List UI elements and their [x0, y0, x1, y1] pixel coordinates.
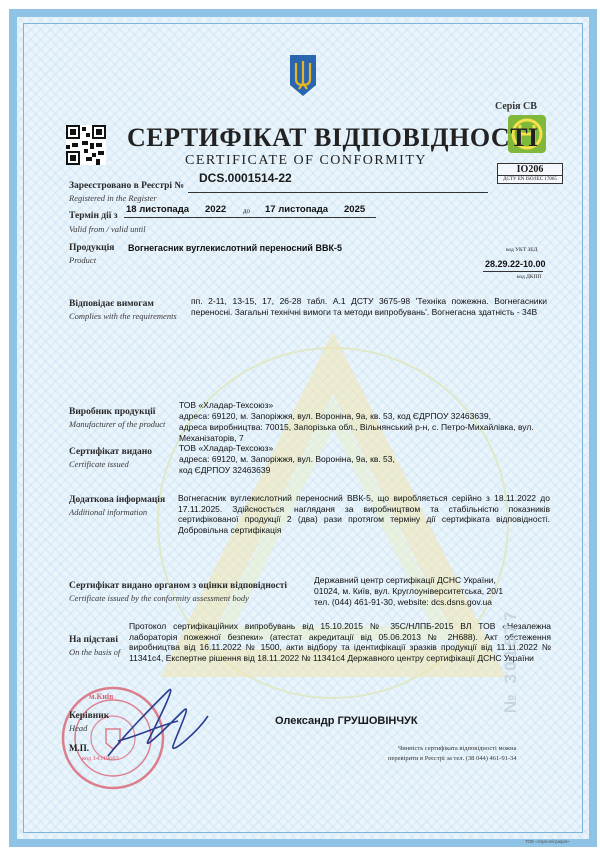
basis-value: Протокол сертифікаційних випробувань від 15.10.2015 № 35С/НЛПБ-2015 ВЛ ТОВ «Незалежна лабораторія пожежної безпеки» (атестат акредитації від 05.06.2013 № 2Н688). Акт обстеження виробництва від 16.11.2022 № 1500, акти відбору та ідентифікації зразків продукції від 11.11.2022 № 11341с4, Експертне рішення від 18.11.2022 № 11341с4 Державного центру сертифікації ДСНС України [129, 621, 551, 663]
product-value: Вогнегасник вуглекислотний переносний ВВК-5 [128, 243, 342, 253]
stamp-code: код 14319663 [82, 755, 119, 762]
valid-from-day: 18 листопада [126, 204, 190, 215]
signer-name: Олександр ГРУШОВІНЧУК [275, 715, 418, 727]
qr-code-icon [66, 125, 106, 165]
valid-to-day: 17 листопада [265, 204, 329, 215]
head-label-en: Head [69, 723, 88, 733]
registry-line [188, 192, 488, 193]
requirements-label: Відповідає вимогам [69, 299, 154, 309]
additional-label: Додаткова інформація [69, 495, 166, 505]
signature-icon [98, 671, 218, 771]
trident-emblem-icon [288, 53, 318, 98]
serial-prefix: № [501, 691, 520, 713]
validity-label: Термін дії з [69, 211, 118, 221]
issued-label: Сертифікат видано [69, 447, 152, 457]
serial-number [501, 603, 521, 713]
footer-note-line-1: Чинність сертифіката відповідності можна [398, 745, 517, 752]
code-value: 28.29.22-10.00 [485, 259, 546, 269]
body-label: Сертифікат видано органом з оцінки відповідності [69, 581, 288, 591]
issued-name: ТОВ «Хладар-Техсоюз» [179, 443, 274, 453]
body-line-2: 01024, м. Київ, вул. Круглоуніверситетська, 20/1 [314, 586, 504, 596]
registry-number: DCS.0001514-22 [199, 171, 292, 185]
accreditation-code: IO206 [516, 164, 544, 175]
product-label: Продукція [69, 243, 115, 253]
code-dkpp-label: код ДКПП [517, 274, 542, 280]
manufacturer-name: ТОВ «Хладар-Техсоюз» [179, 400, 274, 410]
manufacturer-address: адреса: 69120, м. Запоріжжя, вул. Вороніна, 9а, кв. 53, код ЄДРПОУ 32463639, [179, 411, 491, 421]
valid-from-year: 2022 [205, 204, 227, 215]
issued-label-en: Certificate issued [69, 459, 129, 469]
accreditation-standard: ДСТУ EN ISO/IEC 17065 [498, 175, 562, 183]
registry-label: Зареєстровано в Реєстрі № [69, 181, 184, 191]
issued-address: адреса: 69120, м. Запоріжжя, вул. Вороніна, 9а, кв. 53, [179, 454, 395, 464]
code-line [483, 271, 543, 272]
code-uktzed-label: код УКТ ЗЕД [506, 247, 538, 253]
head-label: Керівник [69, 711, 110, 721]
registry-label-en: Registered in the Register [69, 193, 157, 203]
validity-line [124, 217, 376, 218]
stamp-place-label: М.П. [69, 743, 89, 753]
valid-to-year: 2025 [344, 204, 366, 215]
requirements-label-en: Complies with the requirements [69, 311, 177, 321]
additional-value: Вогнегасник вуглекислотний переносний ВВК-5, що виробляється серійно з 18.11.2022 до 17.11.2025. Здійсносться нагляданя за виробництвом та стабільністю показників сертифікованої продукції 2 (два) рази протягом терміну дії сертифіката відповідності. Добровільна сертифікація [178, 493, 550, 535]
manufacturer-label-en: Manufacturer of the product [69, 419, 166, 429]
validity-label-en: Valid from / valid until [69, 224, 146, 234]
stamp-city: м.Київ [89, 692, 114, 701]
printer-label: ТОВ «Укрполіграфія» [525, 839, 570, 844]
additional-label-en: Additional information [69, 507, 148, 517]
page-subtitle: CERTIFICATE OF CONFORMITY [185, 153, 428, 168]
valid-to-word: до [243, 207, 251, 215]
footer-note-line-2: перевірити в Реєстрі за тел. (38 044) 461-91-34 [388, 755, 517, 762]
qr-code [66, 125, 106, 165]
requirements-value: пп. 2-11, 13-15, 17, 26-28 табл. А.1 ДСТУ 3675-98 'Техніка пожежна. Вогнегасники переносні. Загальні технічні вимоги та методи випробувань'. Вогнегасна здатність - 34В [191, 296, 547, 317]
page-title: СЕРТИФІКАТ ВІДПОВІДНОСТІ [127, 123, 539, 152]
body-label-en: Certificate issued by the conformity assessment body [69, 593, 249, 603]
body-line-1: Державний центр сертифікації ДСНС України, [314, 575, 496, 585]
product-label-en: Product [69, 255, 97, 265]
series-label: Серія СВ [495, 101, 537, 112]
basis-label-en: On the basis of [69, 647, 121, 657]
serial-value: 301577 [501, 608, 520, 684]
basis-label: На підставі [69, 635, 118, 645]
accreditation-code-box [497, 163, 563, 184]
issued-code: код ЄДРПОУ 32463639 [179, 465, 271, 475]
body-line-3: тел. (044) 461-91-30, website: dcs.dsns.gov.ua [314, 597, 492, 607]
manufacturer-production-address: адреса виробництва: 70015, Запорізька обл., Вільнянський р-н, с. Петро-Михайлівка, вул. Механізаторів, 7 [179, 422, 534, 443]
manufacturer-label: Виробник продукції [69, 407, 156, 417]
